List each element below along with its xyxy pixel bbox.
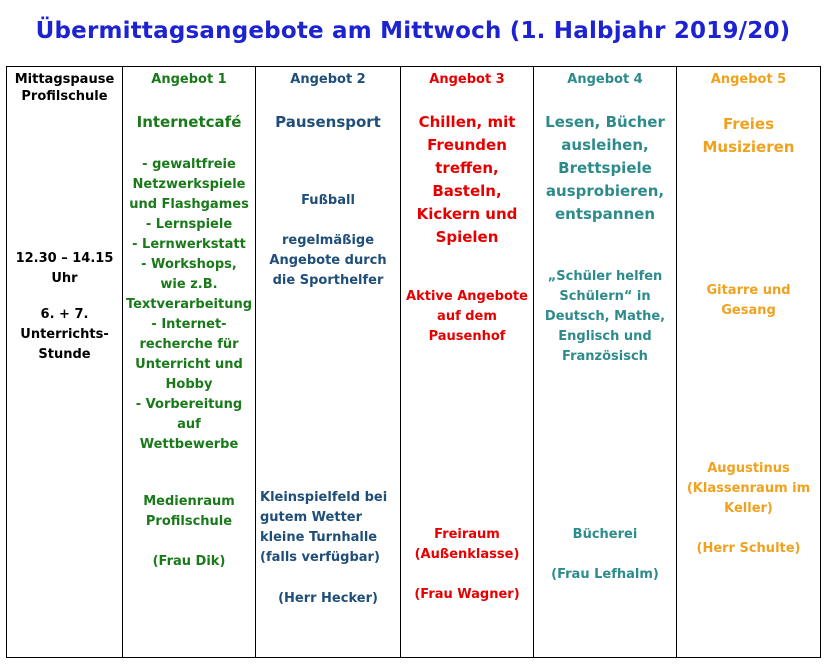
offer-teacher-angebot-4: (Frau Lefhalm)	[551, 567, 659, 582]
column-angebot-4	[534, 67, 677, 658]
column-angebot-1	[123, 67, 256, 658]
offer-details-angebot-1: - gewaltfreie Netzwerkspiele und Flashgames - Lernspiele - Lernwerkstatt - Workshops, wie z.B. Textverarbeitung - Internet- recherche für Unterricht und Hobby - Vorbereitung auf Wettbewerbe	[125, 157, 253, 452]
offer-teacher-angebot-5: (Herr Schulte)	[696, 541, 801, 556]
schedule-row	[7, 67, 821, 658]
offer-teacher-angebot-1: (Frau Dik)	[152, 554, 226, 569]
offer-name-angebot-2: Pausensport	[275, 113, 381, 131]
offer-details-angebot-3: Aktive Angebote auf dem Pausenhof	[406, 289, 528, 344]
offer-details-angebot-4: „Schüler helfen Schülern“ in Deutsch, Mathe, Englisch und Französisch	[544, 269, 666, 364]
offer-sport-angebot-2: Fußball	[301, 193, 355, 208]
column-angebot-5	[677, 67, 821, 658]
offer-location-angebot-1: Medienraum Profilschule	[143, 494, 235, 529]
offer-name-angebot-3: Chillen, mit Freunden treffen, Basteln, Kickern und Spielen	[416, 113, 518, 246]
offer-name-angebot-1: Internetcafé	[136, 113, 242, 131]
column-header-angebot-5: Angebot 5	[710, 72, 787, 87]
offer-details-angebot-5: Gitarre und Gesang	[706, 283, 791, 318]
page-title: Übermittagsangebote am Mittwoch (1. Halbjahr 2019/20)	[35, 18, 791, 44]
offer-teacher-angebot-3: (Frau Wagner)	[414, 587, 520, 602]
lesson-hours: 6. + 7. Unterrichts- Stunde	[20, 307, 109, 362]
offer-location-angebot-4: Bücherei	[572, 527, 638, 542]
offer-teacher-angebot-2: (Herr Hecker)	[278, 591, 378, 606]
offer-location-angebot-3: Freiraum (Außenklasse)	[414, 527, 520, 562]
schedule-table	[6, 66, 821, 658]
column-header-angebot-4: Angebot 4	[567, 72, 643, 87]
column-header-angebot-1: Angebot 1	[151, 72, 227, 87]
column-header-angebot-2: Angebot 2	[290, 72, 366, 87]
offer-details-angebot-2: regelmäßige Angebote durch die Sporthelfer	[269, 233, 387, 288]
column-angebot-2	[256, 67, 401, 658]
column-header-mittagspause: Mittagspause Profilschule	[14, 72, 115, 104]
column-header-angebot-3: Angebot 3	[429, 72, 505, 87]
offer-location-angebot-5: Augustinus (Klassenraum im Keller)	[686, 461, 811, 516]
offer-location-angebot-2: Kleinspielfeld bei gutem Wetter kleine Turnhalle (falls verfügbar)	[260, 490, 388, 565]
column-angebot-3	[401, 67, 534, 658]
offer-name-angebot-4: Lesen, Bücher ausleihen, Brettspiele ausprobieren, entspannen	[545, 113, 665, 223]
column-mittagspause	[7, 67, 123, 658]
offer-name-angebot-5: Freies Musizieren	[702, 115, 795, 156]
time-range: 12.30 – 14.15 Uhr	[15, 251, 114, 286]
